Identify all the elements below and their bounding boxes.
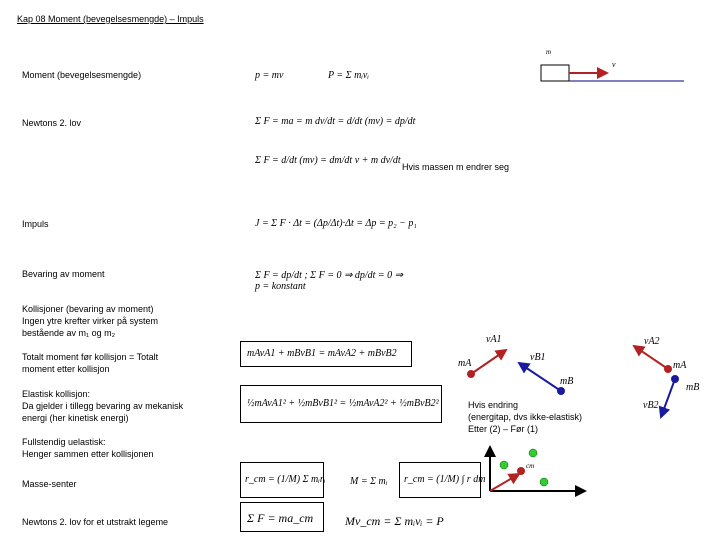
eq-energy: ½mAvA1² + ½mBvB1² = ½mAvA2² + ½mBvB2² xyxy=(247,398,439,409)
label-totalt-moment: Totalt moment før kollisjon = Totalt moment etter kollisjon xyxy=(22,352,159,374)
label-kollisjoner: Kollisjoner (bevaring av moment) Ingen ytre krefter virker på system bestående av m₁ og m₂ xyxy=(22,304,159,338)
eq-bevaring: Σ F = dp/dt ; Σ F = 0 ⇒ dp/dt = 0 ⇒ p = konstant xyxy=(255,270,404,292)
label-mA2: mA xyxy=(673,360,687,371)
label-impuls: Impuls xyxy=(22,219,49,229)
arrow-vA2 xyxy=(634,346,668,369)
label-vA1: vA1 xyxy=(486,334,502,345)
note-energy: Hvis endring (energitap, dvs ikke-elastisk) Etter (2) – Før (1) xyxy=(468,400,583,434)
particle xyxy=(540,478,548,486)
center-of-mass xyxy=(517,467,525,475)
eq-cm: r_cm = (1/M) Σ mᵢrᵢ xyxy=(245,474,326,485)
label-bevaring: Bevaring av moment xyxy=(22,269,105,279)
eq-total-mass: M = Σ mᵢ xyxy=(350,476,388,487)
label-cm: cm xyxy=(526,462,535,470)
particle xyxy=(500,461,508,469)
label-massesenter: Masse-senter xyxy=(22,479,77,489)
label-newton2: Newtons 2. lov xyxy=(22,118,82,128)
label-m: m xyxy=(546,48,552,56)
label-vB1: vB1 xyxy=(530,352,546,363)
label-mA1: mA xyxy=(458,358,472,369)
arrow-vB1 xyxy=(519,363,561,391)
eq-variable-mass: Σ F = d/dt (mv) = dm/dt v + m dv/dt xyxy=(255,155,401,166)
block xyxy=(541,65,569,81)
arrow-vA1 xyxy=(471,350,506,374)
label-vA2: vA2 xyxy=(644,336,660,347)
eq-momentum: mAvA1 + mBvB1 = mAvA2 + mBvB2 xyxy=(247,348,397,359)
label-elastisk: Elastisk kollisjon: Da gjelder i tillegg bevaring av mekanisk energi (her kinetisk energi) xyxy=(22,389,184,423)
mass-B2 xyxy=(671,375,679,383)
label-vB2: vB2 xyxy=(643,400,659,411)
eq-momentum-cm: Mv_cm = Σ mᵢvᵢ = P xyxy=(345,514,444,528)
eq-newton2: Σ F = ma = m dv/dt = d/dt (mv) = dp/dt xyxy=(255,116,416,127)
mass-B1 xyxy=(557,387,565,395)
label-v: v xyxy=(612,60,616,69)
mass-A1 xyxy=(467,370,475,378)
label-uelastisk: Fullstendig uelastisk: Henger sammen etter kollisjonen xyxy=(22,437,154,459)
mass-A2 xyxy=(664,365,672,373)
label-mB2: mB xyxy=(686,382,700,393)
label-moment: Moment (bevegelsesmengde) xyxy=(22,70,142,80)
eq-p: p = mv xyxy=(255,70,284,81)
label-mB1: mB xyxy=(560,376,574,387)
arrow-rcm xyxy=(490,474,519,491)
eq-P: P = Σ mᵢvᵢ xyxy=(328,70,369,81)
slide-title: Kap 08 Moment (bevegelsesmengde) – Impuls xyxy=(17,14,204,24)
eq-impuls: J = Σ F · Δt = (Δp/Δt)·Δt = Δp = p₂ − p₁ xyxy=(255,218,417,229)
label-newton2-extended: Newtons 2. lov for et utstrakt legeme xyxy=(22,517,169,527)
particle xyxy=(529,449,537,457)
note-variable-mass: Hvis massen m endrer seg xyxy=(402,162,510,172)
arrow-vB2 xyxy=(661,379,675,417)
eq-cm-integral: r_cm = (1/M) ∫ r dm xyxy=(404,474,486,485)
eq-newton-cm: Σ F = ma_cm xyxy=(247,511,314,525)
